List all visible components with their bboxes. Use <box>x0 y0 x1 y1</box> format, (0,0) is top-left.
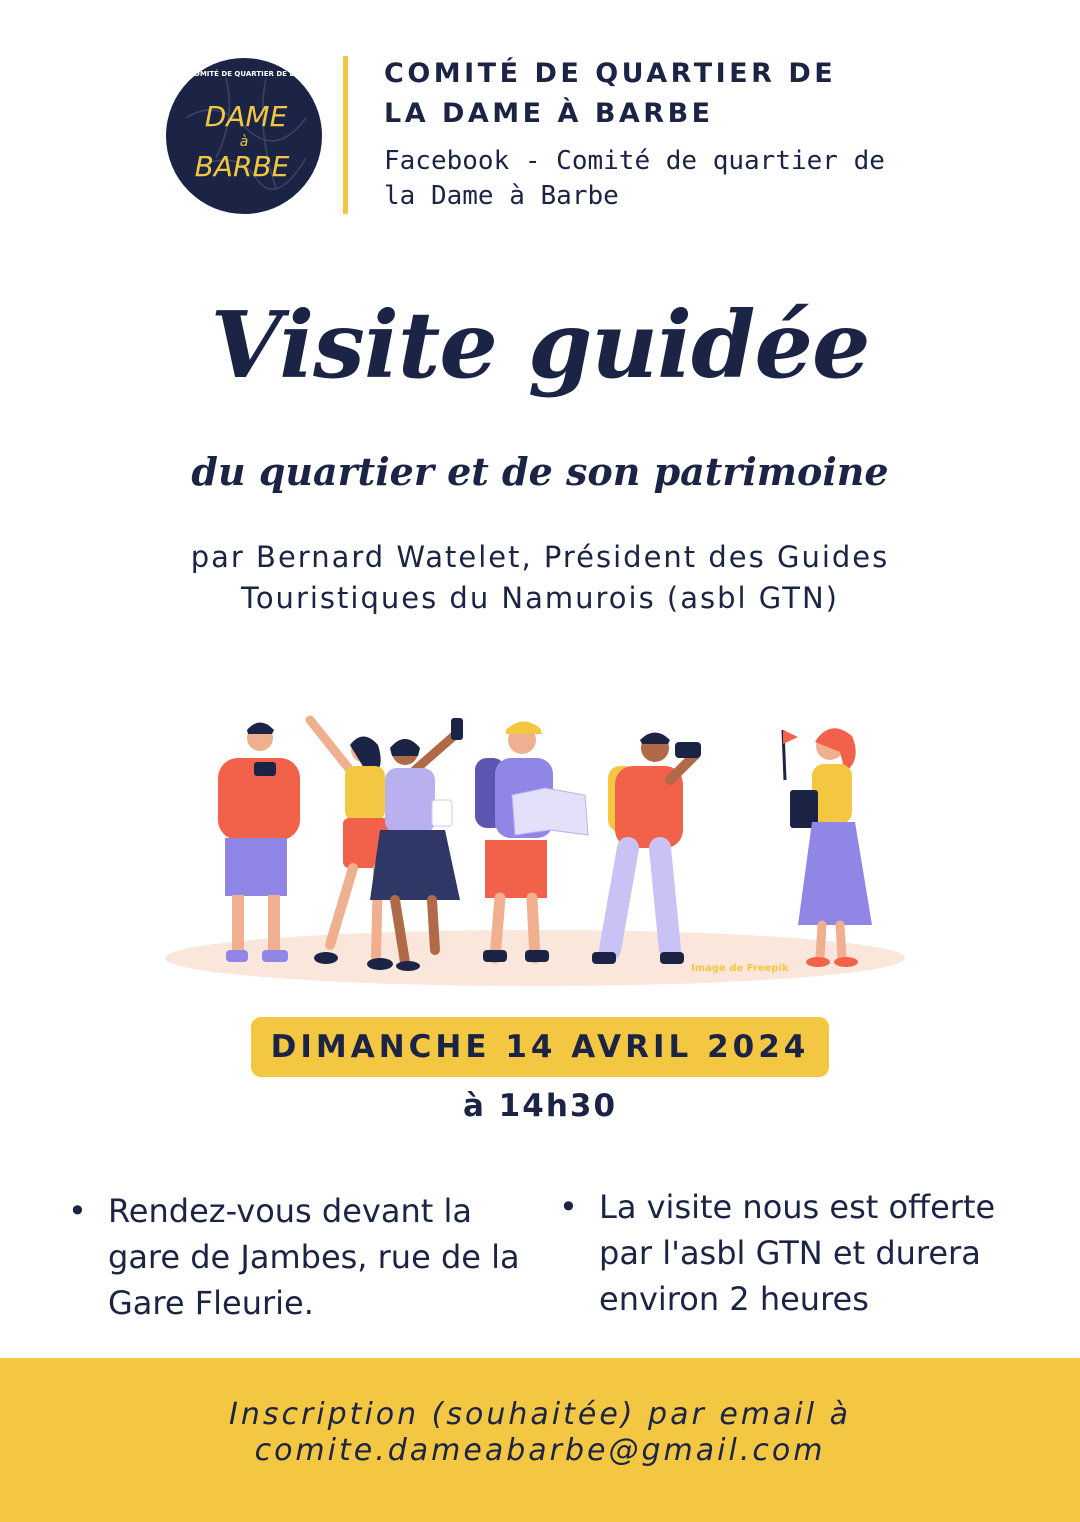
registration-email: comite.dameabarbe@gmail.com <box>254 1433 826 1468</box>
speaker-info <box>80 537 1000 619</box>
speaker-line-2: Touristiques du Namurois (asbl GTN) <box>241 581 839 615</box>
tourist-photographer-figure <box>218 723 300 963</box>
svg-text:BARBE: BARBE <box>194 150 290 183</box>
header-divider <box>343 56 348 214</box>
visit-info-text: La visite nous est offerte par l'asbl GTN et durera environ 2 heures <box>599 1188 996 1318</box>
event-time: à 14h30 <box>462 1088 618 1124</box>
tourist-camera-man-figure <box>592 733 701 965</box>
facebook-reference <box>384 144 1044 214</box>
meeting-point-text: Rendez-vous devant la gare de Jambes, rue de la Gare Fleurie. <box>108 1192 520 1322</box>
org-title-line-2: LA DAME À BARBE <box>384 98 714 129</box>
visit-info-bullet <box>559 1184 1039 1322</box>
facebook-line-2: la Dame à Barbe <box>384 181 619 211</box>
registration-text <box>0 1397 1080 1469</box>
tour-guide-figure <box>783 728 872 967</box>
svg-text:DAME: DAME <box>204 100 288 133</box>
event-date-badge: DIMANCHE 14 AVRIL 2024 <box>251 1017 829 1077</box>
facebook-line-1: Facebook - Comité de quartier de <box>384 146 885 176</box>
registration-line-1: Inscription (souhaitée) par email à <box>228 1397 851 1432</box>
tourist-group-illustration <box>150 700 910 1000</box>
speaker-line-1: par Bernard Watelet, Président des Guides <box>190 540 890 574</box>
event-subtitle: du quartier et de son patrimoine <box>191 449 889 494</box>
org-title-line-1: COMITÉ DE QUARTIER DE <box>384 58 837 89</box>
committee-logo <box>166 58 322 214</box>
tourist-map-reader-figure <box>475 721 588 962</box>
bullet-dot: • <box>559 1188 578 1226</box>
bullet-dot: • <box>68 1192 87 1230</box>
svg-text:à: à <box>239 134 249 150</box>
event-title: Visite guidée <box>210 291 870 399</box>
image-credit: Image de Freepik <box>691 963 789 974</box>
organization-title <box>384 54 1024 134</box>
logo-ring-text: COMITÉ DE QUARTIER DE LA <box>188 70 300 78</box>
meeting-point-bullet <box>68 1188 528 1326</box>
